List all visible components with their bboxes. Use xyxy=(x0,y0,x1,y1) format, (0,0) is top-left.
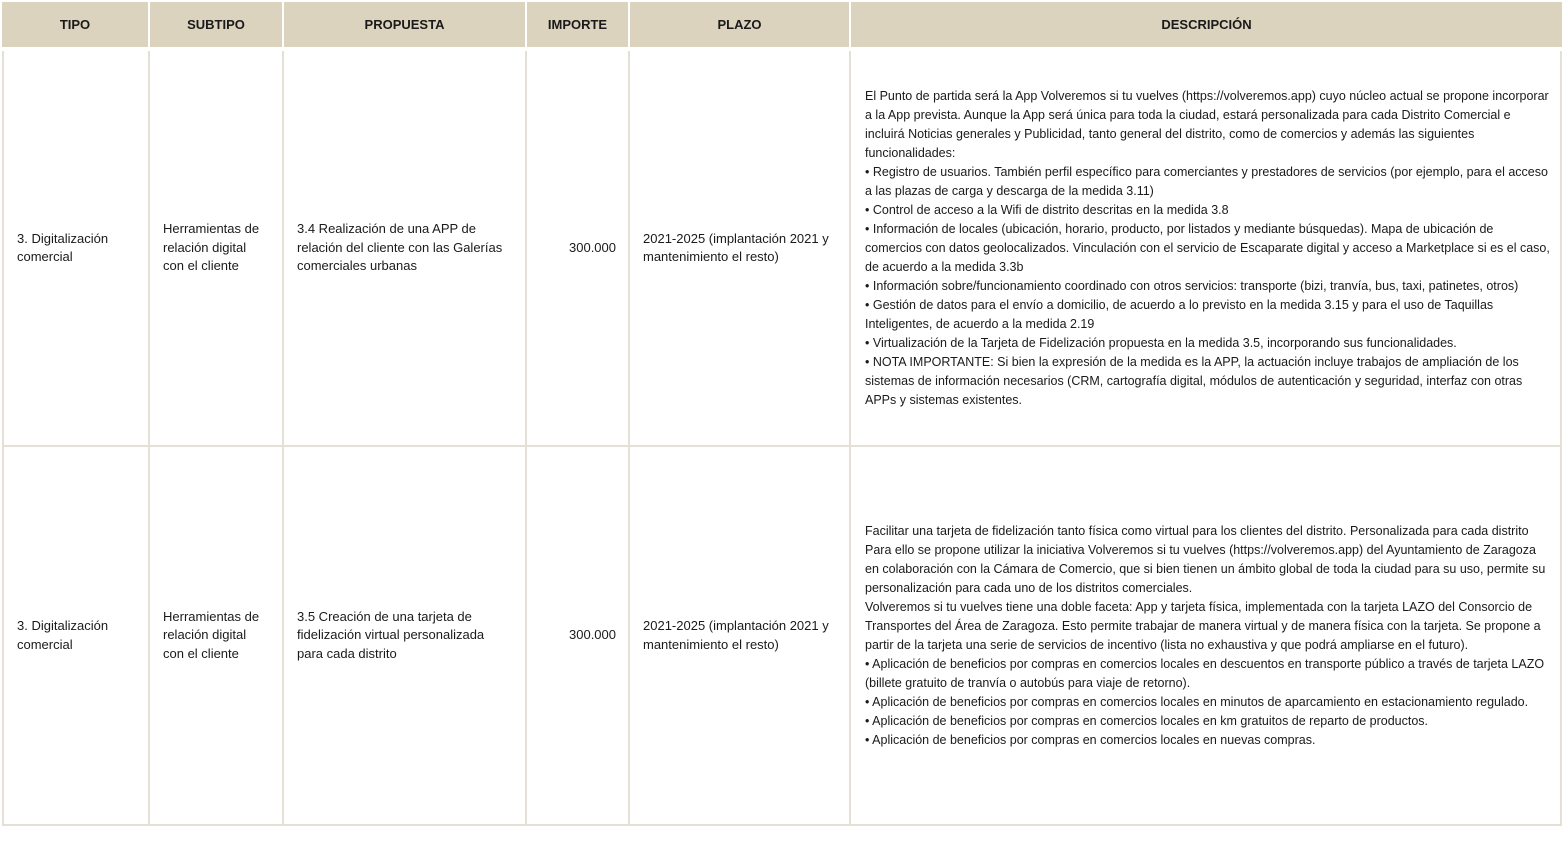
cell-subtipo: Herramientas de relación digital con el cliente xyxy=(150,447,284,826)
header-plazo: PLAZO xyxy=(630,2,851,51)
header-importe: IMPORTE xyxy=(527,2,630,51)
cell-plazo: 2021-2025 (implantación 2021 y mantenimiento el resto) xyxy=(630,447,851,826)
description-bullet: • Información sobre/funcionamiento coordinado con otros servicios: transporte (bizi, tranvía, bus, taxi, patinetes, otros) xyxy=(865,278,1519,293)
description-bullet: • Control de acceso a la Wifi de distrito descritas en la medida 3.8 xyxy=(865,202,1229,217)
description-bullet: • Aplicación de beneficios por compras en comercios locales en minutos de aparcamiento en estacionamiento regulado. xyxy=(865,694,1529,709)
description-bullet: • Registro de usuarios. También perfil específico para comerciantes y prestadores de servicios (por ejemplo, para el acceso a las plazas de carga y descarga de la medida 3.11) xyxy=(865,164,1548,198)
header-row xyxy=(2,2,1562,51)
description-bullet: • NOTA IMPORTANTE: Si bien la expresión de la medida es la APP, la actuación incluye trabajos de ampliación de los sistemas de información necesarios (CRM, cartografía digital, módulos de autenticación y seguridad, interfaz con otras APPs y sistemas existentes. xyxy=(865,354,1523,407)
description-bullet: • Aplicación de beneficios por compras en comercios locales en km gratuitos de reparto de productos. xyxy=(865,713,1429,728)
cell-importe: 300.000 xyxy=(527,51,630,447)
header-propuesta: PROPUESTA xyxy=(284,2,527,51)
cell-descripcion xyxy=(851,447,1562,826)
cell-subtipo: Herramientas de relación digital con el cliente xyxy=(150,51,284,447)
cell-tipo: 3. Digitalización comercial xyxy=(2,51,150,447)
measures-table xyxy=(2,2,1562,826)
table-row xyxy=(2,447,1562,826)
description-paragraph: Para ello se propone utilizar la iniciativa Volveremos si tu vuelves (https://volveremos.app) del Ayuntamiento de Zaragoza en colaboración con la Cámara de Comercio, que si bien tienen un ámbito global de toda la ciudad para su uso, permite su personalización para cada uno de los distritos comerciales. xyxy=(865,542,1546,595)
cell-plazo: 2021-2025 (implantación 2021 y mantenimiento el resto) xyxy=(630,51,851,447)
description-bullet: • Aplicación de beneficios por compras en comercios locales en nuevas compras. xyxy=(865,732,1316,747)
cell-propuesta: 3.5 Creación de una tarjeta de fidelización virtual personalizada para cada distrito xyxy=(284,447,527,826)
description-paragraph: Facilitar una tarjeta de fidelización tanto física como virtual para los clientes del distrito. Personalizada para cada distrito xyxy=(865,523,1529,538)
description-bullet: • Gestión de datos para el envío a domicilio, de acuerdo a lo previsto en la medida 3.15 y para el uso de Taquillas Inteligentes, de acuerdo a la medida 2.19 xyxy=(865,297,1494,331)
header-descripcion: DESCRIPCIÓN xyxy=(851,2,1562,51)
cell-descripcion xyxy=(851,51,1562,447)
header-subtipo: SUBTIPO xyxy=(150,2,284,51)
description-paragraph: El Punto de partida será la App Volveremos si tu vuelves (https://volveremos.app) cuyo núcleo actual se propone incorporar a la App prevista. Aunque la App será única para toda la ciudad, estará personalizada para cada Distrito Comercial e incluirá Noticias generales y Publicidad, tanto general del distrito, como de comercios y además las siguientes funcionalidades: xyxy=(865,88,1549,160)
cell-tipo: 3. Digitalización comercial xyxy=(2,447,150,826)
cell-propuesta: 3.4 Realización de una APP de relación del cliente con las Galerías comerciales urbanas xyxy=(284,51,527,447)
cell-importe: 300.000 xyxy=(527,447,630,826)
description-bullet: • Virtualización de la Tarjeta de Fidelización propuesta en la medida 3.5, incorporando sus funcionalidades. xyxy=(865,335,1457,350)
description-paragraph: Volveremos si tu vuelves tiene una doble faceta: App y tarjeta física, implementada con la tarjeta LAZO del Consorcio de Transportes del Área de Zaragoza. Esto permite trabajar de manera virtual y de manera física con la tarjeta. Se propone a partir de la tarjeta una serie de servicios de incentivo (lista no exhaustiva y que podrá ampliarse en el futuro). xyxy=(865,599,1541,652)
header-tipo: TIPO xyxy=(2,2,150,51)
table-row xyxy=(2,51,1562,447)
description-bullet: • Información de locales (ubicación, horario, producto, por listados y mediante búsquedas). Mapa de ubicación de comercios con datos geolocalizados. Vinculación con el servicio de Escaparate digital y acceso a Marketplace si es el caso, de acuerdo a la medida 3.3b xyxy=(865,221,1550,274)
description-bullet: • Aplicación de beneficios por compras en comercios locales en descuentos en transporte público a través de tarjeta LAZO (billete gratuito de tranvía o autobús para viaje de retorno). xyxy=(865,656,1545,690)
